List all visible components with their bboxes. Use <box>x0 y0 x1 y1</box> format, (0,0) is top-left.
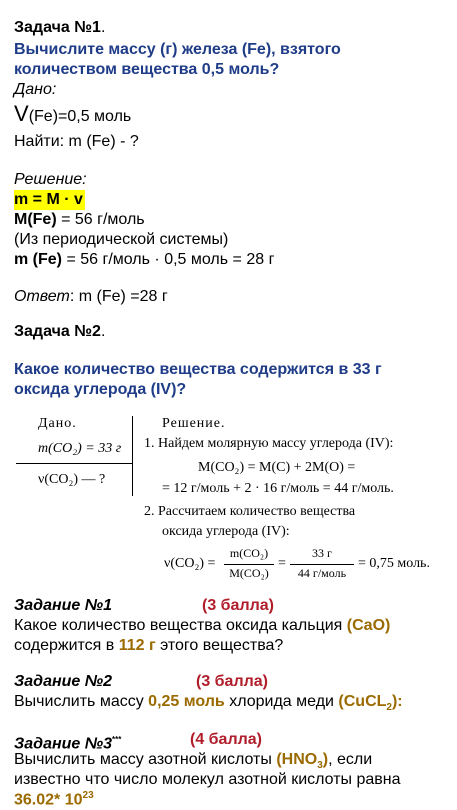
assign3-line3: 36.02* $10^{23}$ <box>14 790 94 809</box>
assign1-line1: Какое количество вещества оксида кальция (CaO) <box>14 617 391 634</box>
task1-molar: M(Fe) = 56 г/моль <box>14 211 145 228</box>
scan-frac1-den: M(CO₂) <box>229 566 269 580</box>
task1-find: Найти: m (Fe) - ? <box>14 133 139 150</box>
scan-solution-header: Решение. <box>162 416 226 431</box>
scan-vertical-divider <box>132 416 133 496</box>
scan-step2-line1: 2. Рассчитаем количество вещества <box>144 504 356 519</box>
scan-given-divider <box>16 463 132 464</box>
assign1-header: Задание №1 (3 балла) <box>14 597 275 614</box>
assign2-header: Задание №2 (3 балла) <box>14 673 269 690</box>
task1-title: Задача №1. <box>14 19 106 36</box>
scan-frac2-den: 44 г/моль <box>297 566 347 580</box>
assign2-line1: Вычислить массу 0,25 моль хлорида меди (CuCL$_2$): <box>14 693 403 714</box>
assign1-line2: содержится в 112 г этого вещества? <box>14 637 284 654</box>
assign3-line2: известно что число молекул азотной кислоты равна <box>14 771 401 788</box>
scan-step2-line2: оксида углерода (IV): <box>162 524 290 539</box>
task2-question-line2: оксида углерода (IV)? <box>14 381 187 398</box>
task1-formula: m = M · v <box>14 191 83 208</box>
task2-title: Задача №2. <box>14 323 106 340</box>
scan-frac2-num: 33 г <box>312 546 332 560</box>
task1-question-line1: Вычислите массу (г) железа (Fe), взятого <box>14 41 341 58</box>
scan-eq-rhs: = 0,75 моль. <box>358 556 430 571</box>
task2-question-line1: Какое количество вещества содержится в 33 г <box>14 361 382 378</box>
task1-calc: m (Fe) = 56 г/моль · 0,5 моль = 28 г <box>14 251 275 268</box>
scan-step1-eq1: M(CO₂) = M(C) + 2M(O) = <box>198 460 356 475</box>
task1-answer: Ответ: m (Fe) =28 г <box>14 288 168 305</box>
task1-given-nu: V(Fe)=0,5 моль <box>14 101 132 126</box>
scan-step1: 1. Найдем молярную массу углерода (IV): <box>144 436 394 451</box>
task1-solution-label: Решение: <box>14 171 87 188</box>
scan-step1-eq2: = 12 г/моль + 2 · 16 г/моль = 44 г/моль. <box>162 481 394 496</box>
scan-frac1-num: m(CO₂) <box>229 546 269 560</box>
scan-frac1-bar <box>224 564 274 565</box>
task1-given-label: Дано: <box>14 81 57 98</box>
task1-periodic-note: (Из периодической системы) <box>14 231 229 248</box>
scan-given-header: Дано. <box>38 416 77 431</box>
scan-given-find: ν(CO₂) — ? <box>38 472 106 487</box>
scan-eq-lhs: ν(CO₂) = <box>164 556 216 571</box>
task1-question-line2: количеством вещества 0,5 моль? <box>14 61 280 78</box>
scan-frac2-bar <box>290 564 354 565</box>
assign3-line1: Вычислить массу азотной кислоты $(HNO_3)$, если <box>14 751 373 772</box>
assign3-header: Задание №3*** (4 балла) <box>14 731 263 753</box>
scan-given-mass: m(CO₂) = 33 г <box>38 441 122 456</box>
